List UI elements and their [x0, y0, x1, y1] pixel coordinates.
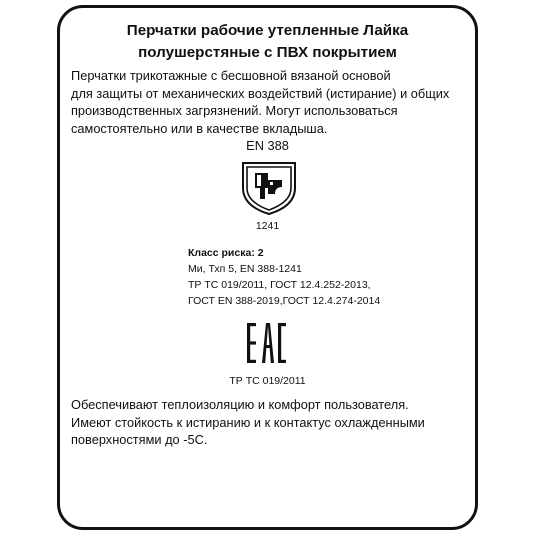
eac-label: ТР ТС 019/2011 [229, 375, 306, 387]
product-title [57, 20, 478, 64]
risk-info [188, 245, 380, 309]
risk-line: Ми, Тхп 5, EN 388-1241 [188, 263, 302, 275]
features-line: Имеют стойкость к истиранию и к контактус охлажденными [71, 414, 425, 430]
description-line: производственных загрязнений. Могут использоваться [71, 103, 398, 118]
risk-line: ГОСТ EN 388-2019,ГОСТ 12.4.274-2014 [188, 295, 381, 307]
standard-label: EN 388 [246, 138, 289, 153]
description-line: для защиты от механических воздействий (истирание) и общих [71, 85, 450, 101]
product-title-line-1: Перчатки рабочие утепленные Лайка [126, 22, 409, 39]
product-title-line-2: полушерстяные с ПВХ покрытием [138, 44, 397, 61]
product-description [71, 67, 449, 137]
risk-line: ТР ТС 019/2011, ГОСТ 12.4.252-2013, [188, 279, 371, 291]
features-line: поверхностями до -5С. [71, 432, 208, 447]
product-features [71, 396, 425, 449]
description-line: Перчатки трикотажные с бесшовной вязаной основой [71, 68, 391, 83]
standard-code: 1241 [255, 220, 280, 232]
description-line: самостоятельно или в качестве вкладыша. [71, 120, 328, 136]
eac-mark-icon [245, 321, 287, 370]
features-line: Обеспечивают теплоизоляцию и комфорт пользователя. [71, 397, 409, 412]
mechanical-risk-shield-icon [240, 160, 298, 221]
risk-class: Класс риска: 2 [188, 247, 264, 259]
